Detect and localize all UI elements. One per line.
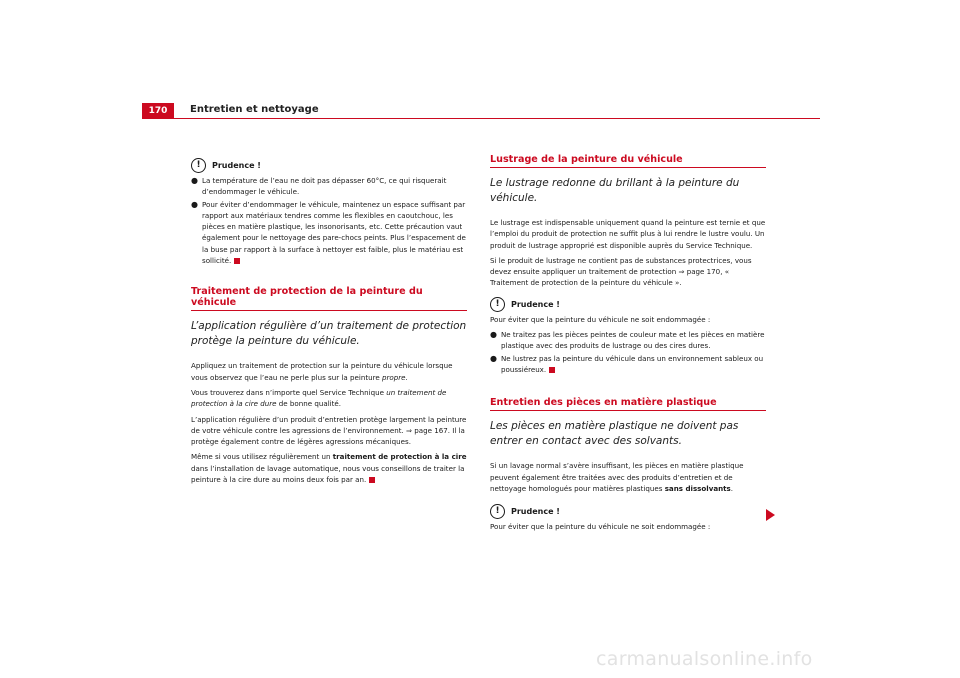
continue-arrow-icon [766,509,775,521]
caution-header [490,297,766,312]
paragraph: L’application régulière d’un produit d’entretien protège largement la peinture de votre véhicule contre les agressions de l’environnement. ⇒ page 167. Il la protège également contre de légères agressions mécaniques. [191,414,467,447]
section-intro: Les pièces en matière plastique ne doivent pas entrer en contact avec des solvants. [490,420,739,447]
paragraph: Si le produit de lustrage ne contient pas de substances protectrices, vous devez ensuite appliquer un traitement de protection ⇒ page 170, « Traitement de protection de la peinture du véhicule ». [490,255,752,288]
caution-title: Prudence ! [212,161,261,170]
paragraph: Le lustrage est indispensable uniquement quand la peinture est ternie et que l’emploi du produit de protection ne suffit plus à lui rendre le lustre voulu. Un produit de lustrage approprié est disponible auprès du Service Technique. [490,218,766,250]
section-paint-protection [191,286,467,485]
section-intro: L’application régulière d’un traitement de protection protège la peinture du véhicule. [191,320,467,347]
list-item-text: Ne lustrez pas la peinture du véhicule dans un environnement sableux ou poussiéreux. [501,353,764,374]
caution-header [191,158,467,173]
warning-circle-icon: ! [191,158,206,173]
page-header-title: Entretien et nettoyage [190,104,319,115]
warning-circle-icon: ! [490,504,505,519]
section-intro: Le lustrage redonne du brillant à la peinture du véhicule. [490,177,740,204]
left-column [191,150,467,489]
list-item [191,175,467,198]
caution-title: Prudence ! [511,299,560,309]
caution-header [490,504,766,519]
warning-circle-icon: ! [490,297,505,312]
bullet-icon: ● [191,176,198,185]
caution-text: Pour éviter que la peinture du véhicule ne soit endommagée : [490,314,711,324]
paragraph: Si un lavage normal s’avère insuffisant, les pièces en matière plastique peuvent également être traitées avec des produits d’entretien et de nettoyage homologués pour matières plastiques sans dissolvants. [490,461,744,493]
section-polishing [490,154,766,375]
page-number-badge: 170 [142,103,174,119]
list-item-text: Pour éviter d’endommager le véhicule, maintenez un espace suffisant par rapport aux matériaux tendres comme les flexibles en caoutchouc, les pièces en matière plastique, les insonorisants, etc. Cette précaution vaut également pour le nettoyage des pare-chocs peints. Plus l’espacement de la buse par rapport à la surface à nettoyer est faible, plus le matériau est sollicité. [202,199,466,266]
paragraph: Même si vous utilisez régulièrement un traitement de protection à la cire dans l’installation de lavage automatique, nous vous conseillons de traiter la peinture à la cire dure au moins deux fois par an. [191,452,467,485]
list-item-text: Ne traitez pas les pièces peintes de couleur mate et les pièces en matière plastique avec des produits de lustrage ou des cires dures. [501,330,765,351]
section-end-icon [234,258,240,264]
caution-box [191,158,467,266]
bullet-icon: ● [191,199,198,209]
section-end-icon [549,367,555,373]
bullet-icon: ● [490,330,497,340]
header-rule [174,118,820,119]
caution-box [490,297,766,375]
watermark: carmanualsonline.info [596,648,813,670]
right-column [490,154,766,536]
section-heading: Lustrage de la peinture du véhicule [490,154,766,168]
section-heading: Traitement de protection de la peinture du véhicule [191,286,467,311]
list-item [490,353,766,376]
caution-text: Pour éviter que la peinture du véhicule ne soit endommagée : [490,522,711,532]
section-plastic-parts [490,397,766,532]
bullet-icon: ● [490,353,497,363]
section-heading: Entretien des pièces en matière plastique [490,397,766,411]
paragraph: Vous trouverez dans n’importe quel Service Technique un traitement de protection à la cire dure de bonne qualité. [191,387,447,409]
list-item-text: La température de l’eau ne doit pas dépasser 60°C, ce qui risquerait d’endommager le véhicule. [202,176,447,197]
list-item [490,329,766,352]
list-item [191,199,467,267]
paragraph: Appliquez un traitement de protection sur la peinture du véhicule lorsque vous observez que l’eau ne perle plus sur la peinture propre. [191,361,453,382]
section-end-icon [369,477,375,483]
caution-box [490,504,766,532]
caution-title: Prudence ! [511,507,560,517]
